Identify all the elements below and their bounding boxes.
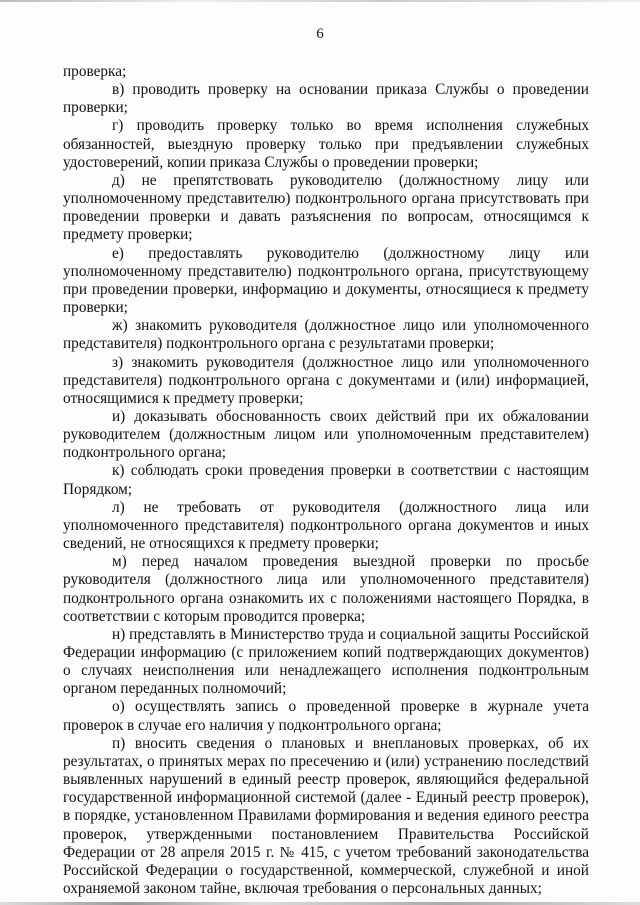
paragraph-item-g: г) проводить проверку только во время исполнения служебных обязанностей, выездную проверку только при предъявлении служебных удостоверений, копии приказа Службы о проведении проверки; bbox=[63, 117, 589, 171]
paragraph-item-d: д) не препятствовать руководителю (должностному лицу или уполномоченному представителю) подконтрольного органа присутствовать при проведении проверки и давать разъяснения по вопросам, относящимся к предмету проверки; bbox=[63, 171, 589, 244]
paragraph-item-p: п) вносить сведения о плановых и внеплановых проверках, об их результатах, о принятых мерах по пресечению и (или) устранению последствий выявленных нарушений в единый реестр проверок, являющийся федеральной государственной информационной системой (далее - Единый реестр проверок), в порядке, установленном Правилами формирования и ведения единого реестра проверок, утвержденными постановлением Правительства Российской Федерации от 28 апреля 2015 г. № 415, с учетом требований законодательства Российской Федерации о государственной, коммерческой, служебной и иной охраняемой законом тайне, включая требования о персональных данных; bbox=[63, 734, 589, 898]
paragraph-item-o: о) осуществлять запись о проведенной проверке в журнале учета проверок в случае его наличия у подконтрольного органа; bbox=[63, 698, 589, 734]
document-body bbox=[63, 63, 589, 898]
paragraph-item-k: к) соблюдать сроки проведения проверки в соответствии с настоящим Порядком; bbox=[63, 462, 589, 498]
paragraph-continuation: проверка; bbox=[63, 63, 127, 80]
page-number: 6 bbox=[316, 26, 324, 42]
paragraph-item-m: м) перед началом проведения выездной проверки по просьбе руководителя (должностного лица или уполномоченного представителя) подконтрольного органа ознакомить их с положениями настоящего Порядка, в соответствии с которым проводится проверка; bbox=[63, 553, 589, 625]
scan-edge-top bbox=[0, 0, 640, 2]
paragraph-item-zh: ж) знакомить руководителя (должностное лицо или уполномоченного представителя) подконтрольного органа с результатами проверки; bbox=[63, 317, 589, 353]
paragraph-item-l: л) не требовать от руководителя (должностного лица или уполномоченного представителя) подконтрольного органа документов и иных сведений, не относящихся к предмету проверки; bbox=[63, 498, 589, 553]
paragraph-item-e: е) предоставлять руководителю (должностному лицу или уполномоченному представителю) подконтрольного органа, присутствующему при проведении проверки, информацию и документы, относящиеся к предмету проверки; bbox=[63, 244, 589, 317]
paragraph-item-i: и) доказывать обоснованность своих действий при их обжаловании руководителем (должностным лицом или уполномоченным представителем) подконтрольного органа; bbox=[63, 407, 589, 462]
paragraph-item-v: в) проводить проверку на основании приказа Службы о проведении проверки; bbox=[63, 81, 589, 117]
paragraph-item-n: н) представлять в Министерство труда и социальной защиты Российской Федерации информацию (с приложением копий подтверждающих документов) о случаях неисполнения или ненадлежащего исполнения подконтрольным органом переданных полномочий; bbox=[63, 625, 589, 698]
paragraph-item-z: з) знакомить руководителя (должностное лицо или уполномоченного представителя) подконтрольного органа с документами и (или) информацией, относящимися к предмету проверки; bbox=[63, 353, 589, 407]
